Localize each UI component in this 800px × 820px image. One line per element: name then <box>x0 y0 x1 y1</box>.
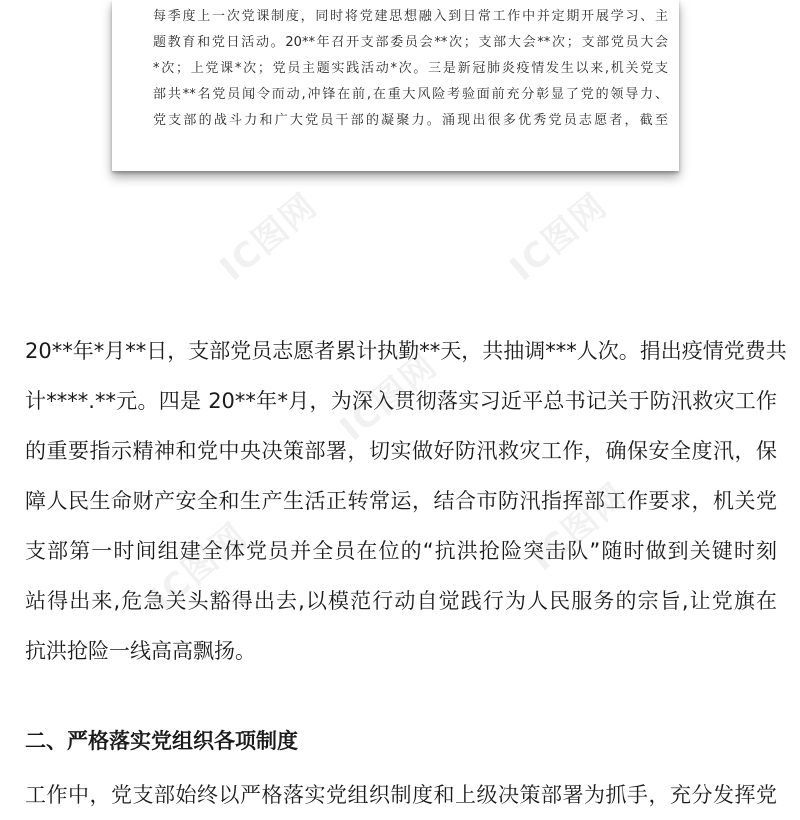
body-line: 支部第一时间组建全体党员并全员在位的“抗洪抢险突击队”随时做到关键时刻 <box>25 539 777 563</box>
card-paragraph <box>153 4 668 134</box>
watermark: IC图网 <box>332 345 446 450</box>
body-paragraph <box>25 326 787 676</box>
card-line: 党支部的战斗力和广大党员干部的凝聚力。涌现出很多优秀党员志愿者，截至 <box>153 113 668 128</box>
body-line: 的重要指示精神和党中央决策部署，切实做好防汛救灾工作，确保安全度汛，保 <box>25 439 777 463</box>
card-line: 题教育和党日活动。20**年召开支部委员会**次；支部大会**次；支部党员大会 <box>153 35 668 50</box>
body-line: 障人民生命财产安全和生产生活正转常运，结合市防汛指挥部工作要求，机关党 <box>25 489 777 513</box>
body-line: 站得出来,危急关头豁得出去,以模范行动自觉践行为人民服务的宗旨,让党旗在 <box>25 589 777 613</box>
card-line: 每季度上一次党课制度，同时将党建思想融入到日常工作中并定期开展学习、主 <box>153 9 668 24</box>
body-line: 抗洪抢险一线高高飘扬。 <box>25 639 256 663</box>
watermark: IC图网 <box>142 515 256 620</box>
body-line: 20**年*月**日，支部党员志愿者累计执勤**天，共抽调***人次。捐出疫情党费共 <box>25 339 787 363</box>
body-line: 计****.**元。四是 20**年*月，为深入贯彻落实习近平总书记关于防汛救灾工作 <box>25 389 777 413</box>
watermark: IC图网 <box>522 475 636 580</box>
watermark: IC图网 <box>212 185 326 290</box>
partial-body-line: 工作中，党支部始终以严格落实党组织制度和上级决策部署为抓手，充分发挥党 <box>25 783 777 807</box>
watermark: IC图网 <box>502 185 616 290</box>
card-line: 部共**名党员闻令而动,冲锋在前,在重大风险考验面前充分彰显了党的领导力、 <box>153 87 668 102</box>
document-page-card <box>112 0 679 171</box>
card-line: *次；上党课*次；党员主题实践活动*次。三是新冠肺炎疫情发生以来,机关党支 <box>153 61 668 76</box>
section-heading: 二、严格落实党组织各项制度 <box>25 729 298 753</box>
